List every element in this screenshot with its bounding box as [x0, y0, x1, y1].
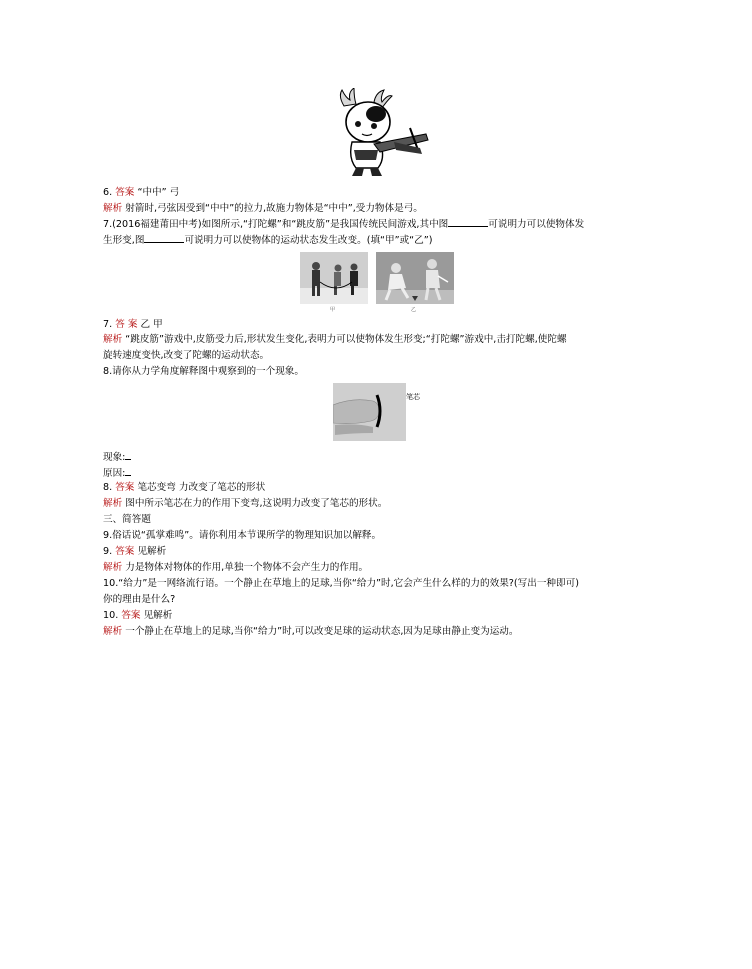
- q8-stem: 8.请你从力学角度解释图中观察到的一个现象。: [103, 366, 305, 377]
- q9-analysis-text: 力是物体对物体的作用,单独一个物体不会产生力的作用。: [125, 562, 369, 573]
- q7-stem-line2-part1: 生形变,图: [103, 235, 145, 246]
- q7-stem-line2: [103, 233, 432, 247]
- q8-analysis-label: 解析: [103, 498, 123, 509]
- q7-photo-right-spinning-top: [376, 252, 454, 304]
- q7-fig-label-left: 甲: [330, 307, 336, 313]
- q8-fig-label: 笔芯: [406, 393, 420, 401]
- q6-answer-text: “中中” 弓: [137, 187, 180, 198]
- q10-analysis-text: 一个静止在草地上的足球,当你“给力”时,可以改变足球的运动状态,因为足球由静止变为运动。: [125, 626, 519, 637]
- q6-analysis-label: 解析: [103, 203, 123, 214]
- q7-analysis-line2: [103, 349, 269, 362]
- q7-photo-left-jump-rope: [300, 252, 368, 304]
- q10-stem-line1: [103, 577, 579, 590]
- section-3-title: 三、简答题: [103, 514, 151, 525]
- q7-answer-label: 答 案: [115, 319, 138, 330]
- q8-analysis-text: 图中所示笔芯在力的作用下变弯,这说明力改变了笔芯的形状。: [125, 498, 388, 509]
- q7-answer-prefix: 7.: [103, 319, 113, 330]
- q10-stem-2: 你的理由是什么?: [103, 594, 176, 605]
- q10-answer-text: 见解析: [143, 610, 173, 621]
- q7-stem-line2-part2: 可说明力可以使物体的运动状态发生改变。(填“甲”或“乙”): [184, 235, 433, 246]
- q9-stem-line: [103, 529, 381, 542]
- q10-stem-1: 10.“给力”是一网络流行语。一个静止在草地上的足球,当你“给力”时,它会产生什么样的力的效果?(写出一种即可): [103, 578, 579, 589]
- q8-stem-line: [103, 365, 304, 378]
- q10-answer-label: 答案: [121, 610, 141, 621]
- q7-blank-2: [144, 233, 184, 243]
- q8-phenomenon-blank: [125, 450, 131, 460]
- q10-stem-line2: [103, 593, 175, 606]
- q7-analysis-line1: [103, 333, 567, 346]
- q8-reason-blank: [125, 466, 131, 476]
- q6-analysis-text: 射箭时,弓弦因受到“中中”的拉力,故施力物体是“中中”,受力物体是弓。: [125, 203, 423, 214]
- q8-photo-finger-pencil-lead: [333, 383, 406, 441]
- q8-phenomenon-line: [103, 450, 131, 464]
- q7-stem-line1: [103, 217, 584, 231]
- q10-analysis-label: 解析: [103, 626, 123, 637]
- q10-answer-line: [103, 609, 172, 622]
- q7-blank-1: [448, 217, 488, 227]
- q7-fig-label-right: 乙: [411, 307, 417, 313]
- cartoon-archer-figure: [330, 88, 430, 180]
- q9-answer-label: 答案: [115, 546, 135, 557]
- q8-analysis-line: [103, 497, 387, 510]
- q8-answer-line: [103, 481, 265, 494]
- q9-answer-line: [103, 545, 166, 558]
- q6-number: 6.: [103, 187, 113, 198]
- q7-analysis-text-2: 旋转速度变快,改变了陀螺的运动状态。: [103, 350, 270, 361]
- q8-answer-label: 答案: [115, 482, 135, 493]
- q9-answer-prefix: 9.: [103, 546, 113, 557]
- q9-stem: 9.俗话说“孤掌难鸣”。请你利用本节课所学的物理知识加以解释。: [103, 530, 382, 541]
- q7-analysis-label: 解析: [103, 334, 123, 345]
- q6-analysis-line: [103, 202, 423, 215]
- q6-answer-line: [103, 186, 179, 199]
- q9-answer-text: 见解析: [137, 546, 167, 557]
- q7-stem-part2: 可说明力可以使物体发: [488, 219, 585, 230]
- q7-analysis-text-1: “跳皮筋”游戏中,皮筋受力后,形状发生变化,表明力可以使物体发生形变;“打陀螺”游戏中,击打陀螺,使陀螺: [125, 334, 567, 345]
- q9-analysis-line: [103, 561, 368, 574]
- q9-analysis-label: 解析: [103, 562, 123, 573]
- q8-reason-line: [103, 466, 131, 480]
- q10-analysis-line: [103, 625, 519, 638]
- q8-answer-prefix: 8.: [103, 482, 113, 493]
- q8-phenomenon-label: 现象:: [103, 452, 126, 463]
- q10-answer-prefix: 10.: [103, 610, 119, 621]
- q6-answer-label: 答案: [115, 187, 135, 198]
- q7-answer-line: [103, 318, 163, 331]
- q8-reason-label: 原因:: [103, 468, 126, 479]
- q8-answer-text: 笔芯变弯 力改变了笔芯的形状: [137, 482, 266, 493]
- q7-stem-part1: 7.(2016福建莆田中考)如图所示,“打陀螺”和“跳皮筋”是我国传统民间游戏,其中图: [103, 219, 449, 230]
- q7-answer-text: 乙 甲: [140, 319, 163, 330]
